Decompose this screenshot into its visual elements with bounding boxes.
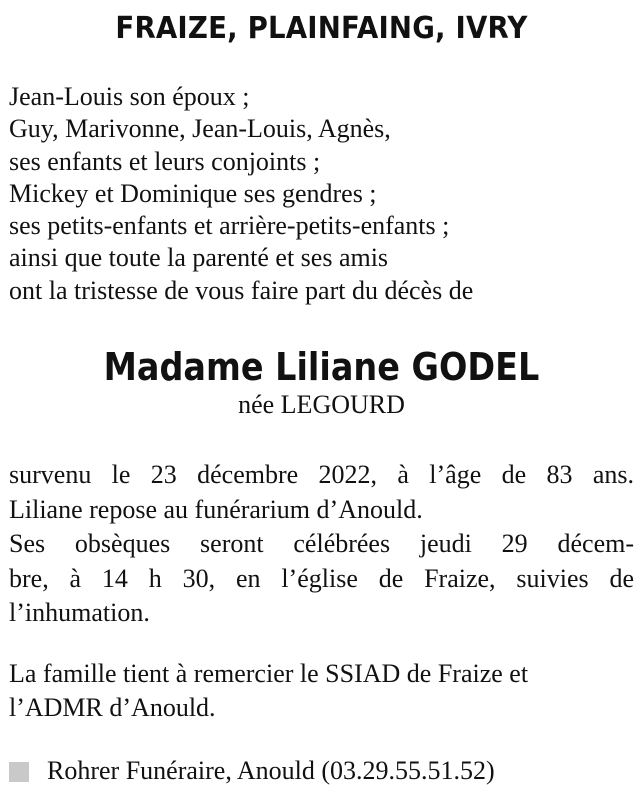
thanks-line: La famille tient à remercier le SSIAD de Fraize et	[9, 658, 529, 688]
details-line: Ses obsèques seront célébrées jeudi 29 décem-	[9, 529, 634, 559]
announcement-block	[9, 81, 634, 307]
maiden-name: née LEGOURD	[238, 390, 405, 420]
funeral-home-text: Rohrer Funéraire, Anould (03.29.55.51.52)	[47, 755, 495, 785]
thanks-line: l’ADMR d’Anould.	[9, 693, 216, 723]
announcement-line: ses petits-enfants et arrière-petits-enfants ;	[9, 211, 450, 241]
announcement-line: ont la tristesse de vous faire part du décès de	[9, 275, 474, 305]
announcement-line: Mickey et Dominique ses gendres ;	[9, 178, 377, 208]
places-heading: FRAIZE, PLAINFAING, IVRY	[115, 11, 528, 46]
details-line: survenu le 23 décembre 2022, à l’âge de 83 ans.	[9, 460, 634, 490]
announcement-line: ses enfants et leurs conjoints ;	[9, 146, 321, 176]
details-line: Liliane repose au funérarium d’Anould.	[9, 494, 423, 524]
funeral-home-line	[9, 754, 634, 788]
announcement-line: Jean-Louis son époux ;	[9, 82, 250, 111]
details-block	[9, 458, 634, 631]
details-line: bre, à 14 h 30, en l’église de Fraize, suivies de	[9, 563, 634, 593]
deceased-name: Madame Liliane GODEL	[103, 345, 540, 390]
thanks-block	[9, 657, 634, 726]
details-line: l’inhumation.	[9, 598, 150, 628]
square-bullet-icon	[9, 762, 29, 782]
announcement-line: ainsi que toute la parenté et ses amis	[9, 243, 389, 273]
announcement-line: Guy, Marivonne, Jean-Louis, Agnès,	[9, 114, 391, 144]
